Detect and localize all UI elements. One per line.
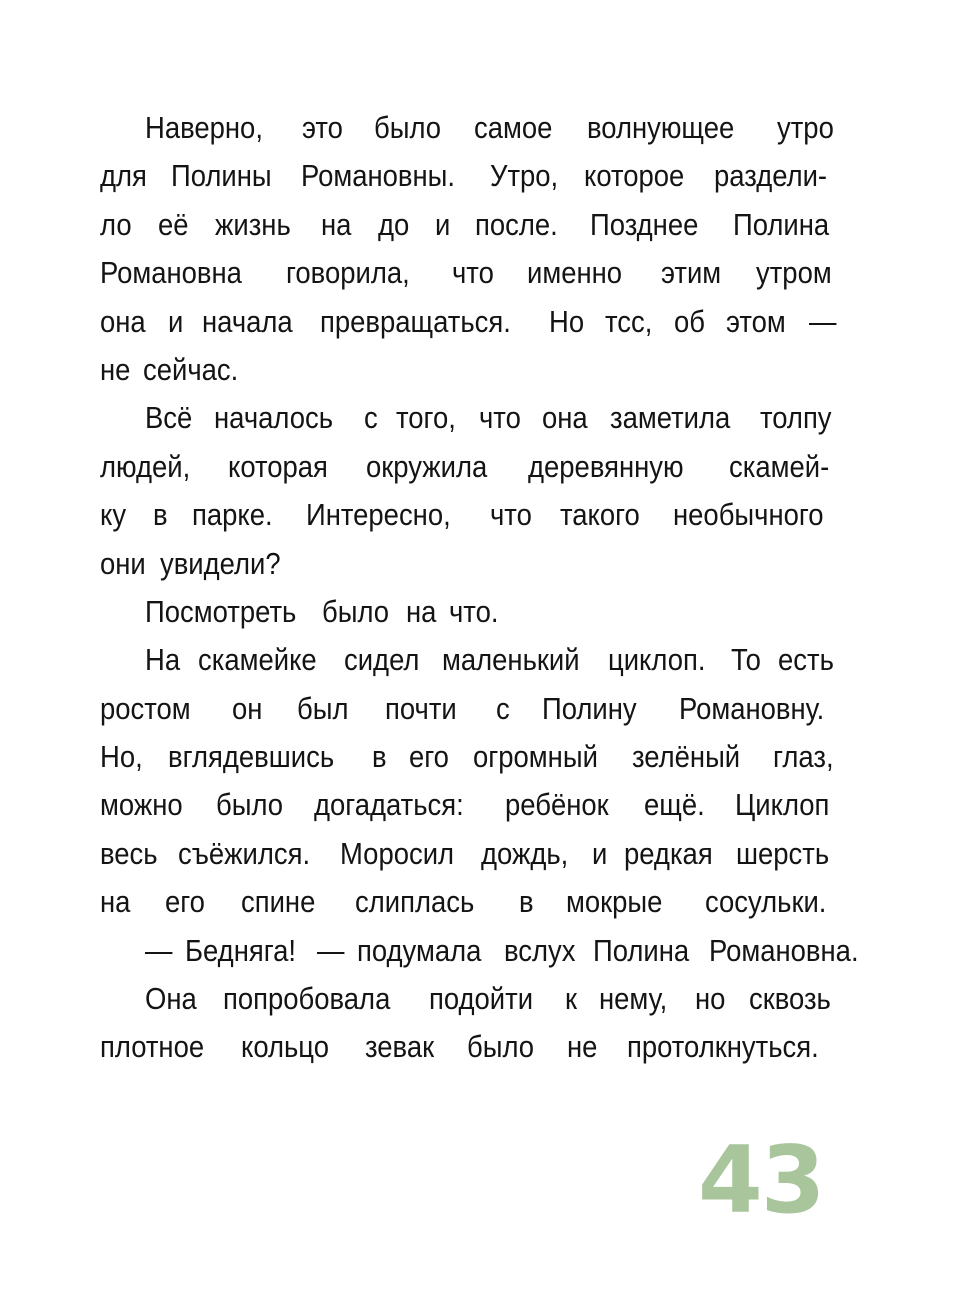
word: начала bbox=[201, 304, 293, 339]
word: утром bbox=[755, 256, 832, 291]
word: ещё. bbox=[643, 788, 705, 823]
word: её bbox=[157, 207, 189, 242]
body-text-column bbox=[100, 104, 859, 1072]
word: такого bbox=[560, 498, 641, 533]
word: То bbox=[730, 643, 761, 678]
word: и bbox=[167, 304, 184, 339]
word: ло bbox=[100, 207, 132, 242]
word: что bbox=[478, 401, 521, 436]
text-line bbox=[100, 781, 840, 829]
word: вглядевшись bbox=[167, 740, 334, 775]
word: утро bbox=[776, 111, 834, 145]
text-line bbox=[100, 491, 840, 539]
word: попробовала bbox=[222, 982, 391, 1017]
word: именно bbox=[526, 256, 622, 291]
word: об bbox=[674, 304, 706, 339]
text-line bbox=[100, 249, 840, 297]
word: этим bbox=[660, 256, 721, 291]
word: сидел bbox=[343, 643, 420, 678]
word: его bbox=[408, 740, 449, 775]
word: увидели? bbox=[159, 546, 281, 581]
word: — bbox=[145, 933, 173, 968]
word: на bbox=[321, 207, 352, 242]
word: редкая bbox=[623, 836, 713, 871]
word: ребёнок bbox=[504, 788, 609, 823]
word: плотное bbox=[100, 1030, 205, 1065]
text-line bbox=[100, 878, 840, 926]
word: не bbox=[567, 1030, 598, 1065]
word: в bbox=[518, 885, 534, 920]
word: для bbox=[100, 159, 147, 194]
word: было bbox=[322, 594, 390, 629]
word: нему, bbox=[598, 982, 667, 1017]
word: превращаться. bbox=[319, 304, 511, 339]
word: волнующее bbox=[587, 111, 735, 145]
word: Романовны. bbox=[300, 159, 455, 194]
word: парке. bbox=[192, 498, 274, 533]
word: окружила bbox=[366, 449, 488, 484]
text-line bbox=[100, 1023, 840, 1071]
word: это bbox=[302, 111, 344, 145]
text-line bbox=[100, 104, 840, 152]
text-line bbox=[100, 394, 840, 442]
word: Но, bbox=[100, 740, 143, 775]
word: Наверно, bbox=[145, 111, 263, 145]
word: на bbox=[100, 885, 131, 920]
word: дождь, bbox=[480, 836, 568, 871]
word: скамей- bbox=[728, 449, 829, 484]
text-line bbox=[100, 152, 840, 200]
text-line bbox=[100, 927, 859, 975]
word: и bbox=[435, 207, 451, 242]
word: На bbox=[145, 643, 181, 678]
word: вслух bbox=[504, 933, 576, 968]
word: он bbox=[231, 691, 263, 726]
word: говорила, bbox=[286, 256, 410, 291]
word: того, bbox=[395, 401, 456, 436]
word: Полина bbox=[592, 933, 689, 968]
text-line bbox=[100, 201, 840, 249]
word: раздели- bbox=[714, 159, 828, 194]
word: можно bbox=[100, 788, 183, 823]
word: Всё bbox=[145, 401, 193, 436]
word: не bbox=[100, 352, 131, 387]
word: Интересно, bbox=[305, 498, 451, 533]
word: в bbox=[372, 740, 387, 775]
word: она bbox=[100, 304, 146, 339]
word: что bbox=[451, 256, 494, 291]
word: заметила bbox=[609, 401, 731, 436]
word: после. bbox=[475, 207, 559, 242]
word: маленький bbox=[441, 643, 580, 678]
text-line bbox=[100, 443, 840, 491]
text-line bbox=[100, 298, 840, 346]
text-line bbox=[100, 733, 840, 781]
paragraph bbox=[100, 636, 840, 926]
word: зевак bbox=[364, 1030, 434, 1065]
word: подойти bbox=[429, 982, 534, 1017]
word: Полины bbox=[170, 159, 272, 194]
word: Романовну. bbox=[678, 691, 824, 726]
word: которое bbox=[584, 159, 685, 194]
word: ростом bbox=[100, 691, 191, 726]
word: есть bbox=[777, 643, 834, 678]
word: Романовна bbox=[100, 256, 242, 291]
word: спине bbox=[240, 885, 316, 920]
paragraph bbox=[100, 394, 840, 588]
word: деревянную bbox=[528, 449, 684, 484]
word: жизнь bbox=[214, 207, 291, 242]
word: было bbox=[373, 111, 441, 145]
word: толпу bbox=[760, 401, 832, 436]
word: с bbox=[495, 691, 510, 726]
word: весь bbox=[100, 836, 158, 871]
word: было bbox=[467, 1030, 535, 1065]
word: этом bbox=[725, 304, 786, 339]
word: скамейке bbox=[197, 643, 317, 678]
word: догадаться: bbox=[314, 788, 464, 823]
word: — bbox=[317, 933, 345, 968]
word: до bbox=[377, 207, 410, 242]
word: — bbox=[809, 304, 837, 339]
word: циклоп. bbox=[608, 643, 706, 678]
word: почти bbox=[385, 691, 457, 726]
word: но bbox=[694, 982, 726, 1017]
word: которая bbox=[227, 449, 328, 484]
word: съёжился. bbox=[178, 836, 311, 871]
word: Посмотреть bbox=[145, 594, 297, 629]
text-line bbox=[100, 685, 840, 733]
word: кольцо bbox=[241, 1030, 330, 1065]
word: она bbox=[542, 401, 589, 436]
word: был bbox=[296, 691, 349, 726]
word: к bbox=[565, 982, 578, 1017]
word: мокрые bbox=[566, 885, 663, 920]
word: было bbox=[215, 788, 283, 823]
word: шерсть bbox=[736, 836, 830, 871]
word: Циклоп bbox=[735, 788, 830, 823]
word: зелёный bbox=[632, 740, 741, 775]
text-line bbox=[100, 830, 840, 878]
word: Полину bbox=[542, 691, 637, 726]
text-line bbox=[100, 540, 840, 588]
paragraph bbox=[100, 588, 840, 636]
word: Моросил bbox=[339, 836, 454, 871]
word: в bbox=[152, 498, 168, 533]
word: необычного bbox=[672, 498, 824, 533]
word: Бедняга! bbox=[184, 933, 296, 968]
word: что bbox=[490, 498, 533, 533]
word: Позднее bbox=[589, 207, 699, 242]
word: людей, bbox=[100, 449, 191, 484]
word: Утро, bbox=[490, 159, 559, 194]
word: ку bbox=[100, 498, 127, 533]
paragraph bbox=[100, 927, 859, 975]
word: слиплась bbox=[354, 885, 475, 920]
page-number: 43 bbox=[698, 1126, 824, 1234]
word: сосульки. bbox=[704, 885, 827, 920]
word: Романовна. bbox=[708, 933, 859, 968]
word: сквозь bbox=[749, 982, 831, 1017]
word: тсс, bbox=[604, 304, 653, 339]
word: что. bbox=[448, 594, 499, 629]
word: Но bbox=[548, 304, 584, 339]
word: самое bbox=[474, 111, 553, 145]
word: огромный bbox=[473, 740, 599, 775]
text-line bbox=[100, 636, 840, 684]
word: Она bbox=[145, 982, 197, 1017]
word: протолкнуться. bbox=[626, 1030, 819, 1065]
paragraph bbox=[100, 104, 840, 394]
word: и bbox=[592, 836, 608, 871]
paragraph bbox=[100, 975, 840, 1072]
word: они bbox=[100, 546, 146, 581]
text-line bbox=[100, 346, 840, 394]
text-line bbox=[100, 588, 840, 636]
word: Полина bbox=[733, 207, 830, 242]
word: началось bbox=[214, 401, 334, 436]
word: сейчас. bbox=[142, 352, 239, 387]
word: на bbox=[405, 594, 437, 629]
text-line bbox=[100, 975, 840, 1023]
word: его bbox=[165, 885, 206, 920]
word: глаз, bbox=[772, 740, 834, 775]
word: подумала bbox=[356, 933, 482, 968]
word: с bbox=[363, 401, 378, 436]
